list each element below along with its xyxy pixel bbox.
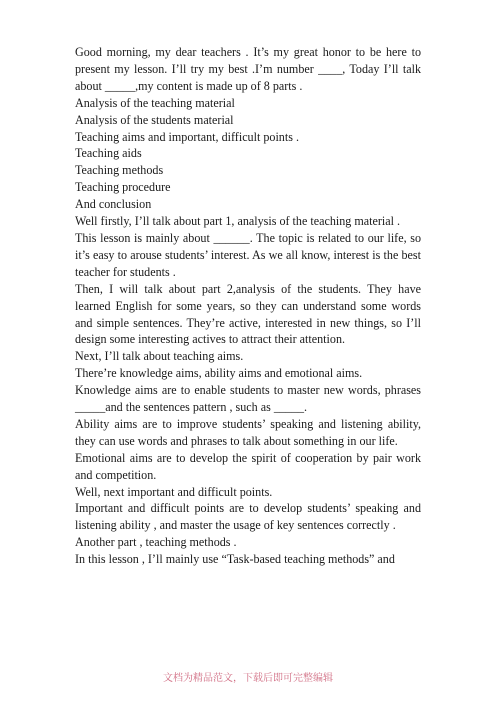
paragraph: Ability aims are to improve students’ speaking and listening ability, they can use words and phrases to talk about something in our life. (75, 416, 421, 448)
paragraph: Well firstly, I’ll talk about part 1, analysis of the teaching material . (75, 214, 401, 229)
paragraph: Next, I’ll talk about teaching aims. (75, 349, 244, 364)
footer-note: 文档为精品范文，下载后即可完整编辑 (163, 673, 333, 684)
paragraph: There’re knowledge aims, ability aims and emotional aims. (75, 366, 363, 381)
outline-item-7: And conclusion (75, 197, 152, 212)
document-body (75, 44, 421, 568)
outline-item-5: Teaching methods (75, 163, 164, 178)
outline-item-6: Teaching procedure (75, 180, 171, 195)
paragraph: Then, I will talk about part 2,analysis of the students. They have learned English for some years, so they can understand some words and simple sentences. They’re active, interested in new things, so I’ll design some interesting actives to attract their attention. (75, 281, 421, 347)
paragraph-intro: Good morning, my dear teachers . It’s my great honor to be here to present my lesson. I’ll try my best .I’m number ____, Today I’ll talk about _____,my content is made up of 8 parts . (75, 45, 421, 93)
outline-item-2: Analysis of the students material (75, 112, 234, 127)
outline-item-1: Analysis of the teaching material (75, 95, 235, 110)
outline-item-4: Teaching aids (75, 146, 142, 161)
paragraph: This lesson is mainly about ______. The topic is related to our life, so it’s easy to arouse students’ interest. As we all know, interest is the best teacher for students . (75, 230, 421, 279)
paragraph: In this lesson , I’ll mainly use “Task-based teaching methods” and (75, 552, 395, 567)
paragraph: Another part , teaching methods . (75, 535, 237, 550)
paragraph: Knowledge aims are to enable students to master new words, phrases _____and the sentences pattern , such as _____. (75, 383, 421, 415)
outline-item-3: Teaching aims and important, difficult points . (75, 129, 299, 144)
paragraph: Well, next important and difficult points. (75, 484, 273, 499)
paragraph: Emotional aims are to develop the spirit of cooperation by pair work and competition. (75, 450, 421, 482)
paragraph: Important and difficult points are to develop students’ speaking and listening ability , and master the usage of key sentences correctly . (75, 501, 421, 533)
